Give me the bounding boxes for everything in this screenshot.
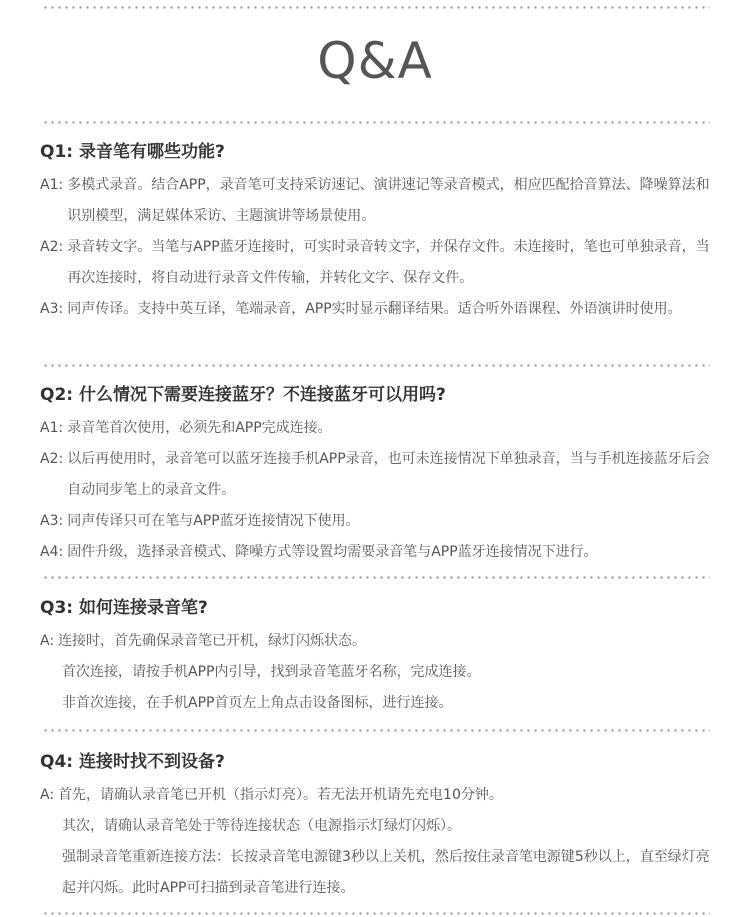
- answer-1-1: [40, 170, 712, 232]
- answer-label: A2:: [40, 239, 64, 255]
- answer-text: 同声传译。支持中英互译，笔端录音，APP实时显示翻译结果。适合听外语课程、外语演讲时使用。: [67, 301, 682, 317]
- answer-2-1: [40, 413, 712, 444]
- answer-text: 以后再使用时，录音笔可以蓝牙连接手机APP录音，也可未连接情况下单独录音，当与手机连接蓝牙后会自动同步笔上的录音文件。: [67, 451, 710, 498]
- answer-4-extra-1: 其次，请确认录音笔处于等待连接状态（电源指示灯绿灯闪烁）。: [62, 818, 461, 834]
- answer-4-1: [40, 780, 712, 811]
- divider-top: [42, 6, 710, 9]
- question-3: Q3: 如何连接录音笔?: [40, 598, 208, 618]
- divider-4: [42, 729, 710, 732]
- question-1: Q1: 录音笔有哪些功能?: [40, 142, 225, 162]
- answer-2-3: [40, 506, 712, 537]
- answer-2-2: [40, 444, 712, 506]
- answer-label: A2:: [40, 451, 64, 467]
- answer-2-4: [40, 537, 712, 568]
- answer-text: 多模式录音。结合APP，录音笔可支持采访速记、演讲速记等录音模式，相应匹配拾音算法、降噪算法和识别模型，满足媒体采访、主题演讲等场景使用。: [67, 177, 710, 224]
- answer-text: 录音笔首次使用，必须先和APP完成连接。: [67, 420, 332, 436]
- answer-label: A3:: [40, 513, 64, 529]
- divider-bottom: [42, 912, 710, 915]
- divider-3: [42, 576, 710, 579]
- question-2: Q2: 什么情况下需要连接蓝牙？不连接蓝牙可以用吗?: [40, 385, 446, 405]
- answer-label: A4:: [40, 544, 64, 560]
- answer-1-3: [40, 294, 712, 325]
- answer-text: 固件升级，选择录音模式、降噪方式等设置均需要录音笔与APP蓝牙连接情况下进行。: [67, 544, 598, 560]
- divider-2: [42, 364, 710, 367]
- qa-section-2: [40, 383, 712, 568]
- answer-3-extra-2: 非首次连接，在手机APP首页左上角点击设备图标，进行连接。: [62, 695, 453, 711]
- qa-section-1: [40, 140, 712, 325]
- answer-text: 同声传译只可在笔与APP蓝牙连接情况下使用。: [67, 513, 360, 529]
- answer-label: A1:: [40, 420, 64, 436]
- answer-1-2: [40, 232, 712, 294]
- qa-section-3: [40, 596, 712, 719]
- answer-label: A:: [40, 633, 55, 649]
- page-title: Q&A: [317, 32, 433, 90]
- answer-label: A1:: [40, 177, 64, 193]
- answer-4-extra-2: 强制录音笔重新连接方法：长按录音笔电源键3秒以上关机，然后按住录音笔电源键5秒以上，直至绿灯亮起并闪烁。此时APP可扫描到录音笔进行连接。: [62, 849, 710, 896]
- answer-text: 连接时，首先确保录音笔已开机，绿灯闪烁状态。: [58, 633, 367, 649]
- answer-3-extra-1: 首次连接，请按手机APP内引导，找到录音笔蓝牙名称，完成连接。: [62, 664, 481, 680]
- answer-text: 录音转文字。当笔与APP蓝牙连接时，可实时录音转文字，并保存文件。未连接时，笔也可单独录音，当再次连接时，将自动进行录音文件传输，并转化文字、保存文件。: [67, 239, 710, 286]
- answer-label: A:: [40, 787, 55, 803]
- divider-1: [42, 121, 710, 124]
- answer-3-1: [40, 626, 712, 657]
- answer-label: A3:: [40, 301, 64, 317]
- qa-section-4: [40, 750, 712, 904]
- question-4: Q4: 连接时找不到设备?: [40, 752, 225, 772]
- answer-text: 首先，请确认录音笔已开机（指示灯亮）。若无法开机请先充电10分钟。: [58, 787, 503, 803]
